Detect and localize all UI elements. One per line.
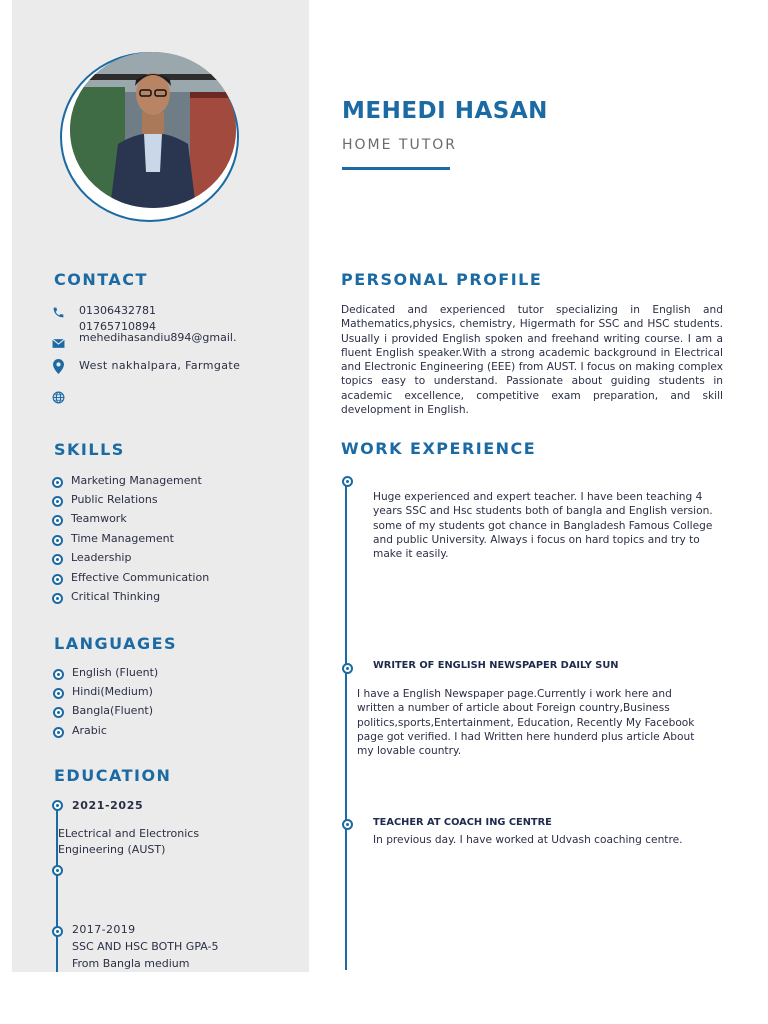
profile-heading: PERSONAL PROFILE bbox=[341, 270, 543, 289]
job-title: WRITER OF ENGLISH NEWSPAPER DAILY SUN bbox=[373, 660, 619, 671]
experience-timeline bbox=[345, 480, 347, 970]
bullet-icon bbox=[52, 554, 63, 565]
skill-item: Critical Thinking bbox=[71, 590, 161, 603]
language-item: Hindi(Medium) bbox=[72, 685, 153, 698]
education-degree: SSC AND HSC BOTH GPA-5 bbox=[72, 940, 219, 953]
skills-heading: SKILLS bbox=[54, 440, 125, 459]
experience-heading: WORK EXPERIENCE bbox=[341, 439, 537, 458]
job-title: TEACHER AT COACH ING CENTRE bbox=[373, 817, 552, 828]
education-heading: EDUCATION bbox=[54, 766, 172, 785]
bullet-icon bbox=[52, 477, 63, 488]
profile-summary: Dedicated and experienced tutor specializing in English and Mathematics,physics, chemistry, Higermath for SSC and HSC students. Usually i provided English spoken and freehand writing course. I am a fluent English speaker.With a strong academic background in Electrical and Electronic Engineering (EEE) from AUST. I focus on making complex topics easy to understand. Passionate about guiding students in academic excellence, competitive exam preparation, and skill development in English. bbox=[341, 304, 723, 417]
bullet-icon bbox=[53, 669, 64, 680]
bullet-icon bbox=[52, 593, 63, 604]
bullet-icon bbox=[52, 574, 63, 585]
address: West nakhalpara, Farmgate bbox=[79, 359, 241, 372]
language-item: English (Fluent) bbox=[72, 666, 159, 679]
education-years: 2017-2019 bbox=[72, 923, 136, 936]
phone-number-1: 01306432781 bbox=[79, 304, 156, 317]
skill-item: Time Management bbox=[71, 532, 174, 545]
language-item: Arabic bbox=[72, 724, 107, 737]
skill-item: Leadership bbox=[71, 551, 132, 564]
languages-heading: LANGUAGES bbox=[54, 634, 178, 653]
skill-item: Teamwork bbox=[71, 512, 127, 525]
experience-description: Huge experienced and expert teacher. I have been teaching 4 years SSC and Hsc students both of bangla and English version. some of my students got chance in Bangladesh Famous College and public University. Always i focus on hard topics and try to make it easily. bbox=[373, 491, 713, 561]
profile-photo bbox=[70, 52, 236, 208]
candidate-role: HOME TUTOR bbox=[342, 137, 458, 153]
bullet-icon bbox=[52, 496, 63, 507]
experience-description: I have a English Newspaper page.Currently i work here and written a number of article about Foreign country,Business politics,sports,Entertainment, Education, Recently My Facebook page got verified. I had Written here hunderd plus article About my lovable country. bbox=[357, 688, 695, 758]
name-underline bbox=[342, 167, 450, 170]
timeline-dot-icon bbox=[52, 800, 63, 811]
timeline-dot-icon bbox=[342, 819, 353, 830]
skill-item: Marketing Management bbox=[71, 474, 202, 487]
skill-item: Effective Communication bbox=[71, 571, 210, 584]
experience-description: In previous day. I have worked at Udvash coaching centre. bbox=[373, 834, 683, 846]
candidate-name: MEHEDI HASAN bbox=[342, 98, 548, 124]
bullet-icon bbox=[52, 515, 63, 526]
bullet-icon bbox=[53, 688, 64, 699]
education-institution: From Bangla medium bbox=[72, 957, 190, 970]
timeline-dot-icon bbox=[342, 476, 353, 487]
timeline-dot-icon bbox=[52, 865, 63, 876]
location-pin-icon bbox=[53, 359, 64, 378]
phone-number-2: 01765710894 bbox=[79, 320, 156, 333]
education-years: 2021-2025 bbox=[72, 799, 144, 812]
bullet-icon bbox=[53, 727, 64, 738]
contact-heading: CONTACT bbox=[54, 270, 148, 289]
phone-icon bbox=[52, 304, 65, 323]
skill-item: Public Relations bbox=[71, 493, 158, 506]
timeline-dot-icon bbox=[342, 663, 353, 674]
bullet-icon bbox=[52, 535, 63, 546]
email-address: mehedihasandiu894@gmail. bbox=[79, 331, 237, 344]
timeline-dot-icon bbox=[52, 926, 63, 937]
education-degree: ELectrical and Electronics bbox=[58, 827, 200, 840]
education-institution: Engineering (AUST) bbox=[58, 843, 166, 856]
bullet-icon bbox=[53, 707, 64, 718]
language-item: Bangla(Fluent) bbox=[72, 704, 154, 717]
globe-icon bbox=[52, 389, 65, 408]
email-icon bbox=[52, 334, 65, 353]
